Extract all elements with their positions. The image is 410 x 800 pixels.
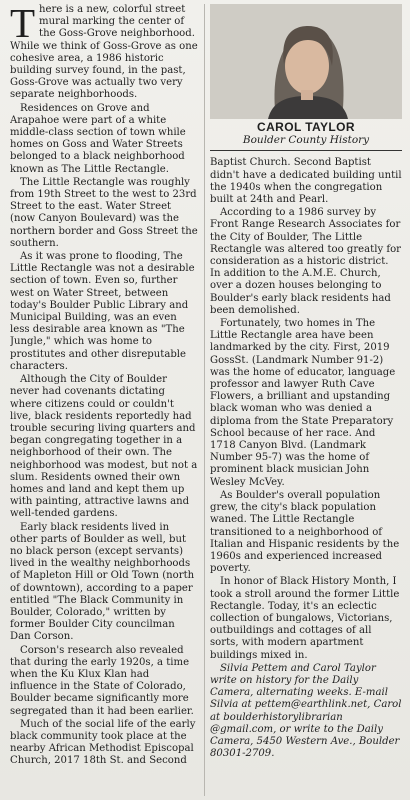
column-divider [204,4,205,796]
drop-cap: T [10,4,36,46]
byline-rule [210,150,402,151]
paragraph: Residences on Grove and Arapahoe were part of a white middle-class section of town while homes on Goss and Water Streets belonged to a black neighborhood known as The Little Rectangle. [10,102,186,175]
paragraph: Corson's research also revealed that during the early 1920s, a time when the Ku Klux Klan had influence in the State of Colorado, Boulder became significantly more segregated than it had been earlier. [10,644,194,717]
author-contact-note: Silvia Pettem and Carol Taylor write on history for the Daily Camera, alternating weeks. E-mail Silvia at pettem@earthlink.net, Carol at boulderhistorylibrarian @gmail.com, or write to the Daily Camera, 5450 Western Ave., Boulder 80301-2709. [210,662,402,760]
paragraph: Although the City of Boulder never had covenants dictating where citizens could or couldn't live, black residents reportedly had trouble securing living quarters and began congregating together in a neighborhood of their own. The neighborhood was modest, but not a slum. Residents owned their own homes and land and kept them up with painting, attractive lawns and well-tended gardens. [10,374,198,520]
byline [210,121,402,146]
opening-paragraph: There is a new, colorful street mural marking the center of the Goss-Grove neighborhood. While we think of Goss-Grove as one cohesive area, a 1986 historic building survey found, in the past, Goss-Grove was actually two very separate neighborhoods. [10,4,198,101]
author-photo [210,4,402,119]
author-portrait-image [210,4,402,119]
paragraph: Much of the social life of the early black community took place at the nearby African Methodist Episcopal Church, 2017 18th St. and Second [10,718,196,767]
paragraph: As it was prone to flooding, The Little Rectangle was not a desirable section of town. Even so, further west on Water Street, between today's Boulder Public Library and Municipal Building, was an even less desirable area known as "The Jungle," which was home to prostitutes and other disreputable characters. [10,251,195,372]
paragraph: Fortunately, two homes in The Little Rectangle area have been landmarked by the city. First, 2019 GossSt. (Landmark Number 91-2) was the home of educator, language professor and lawyer Ruth Cave Flowers, a brilliant and upstanding black woman who was denied a diploma from the State Preparatory School because of her race. And 1718 Canyon Blvd. (Landmark Number 95-7) was the home of prominent black musician John Wesley McVey. [210,318,396,488]
author-name: CAROL TAYLOR [257,120,355,134]
paragraph: As Boulder's overall population grew, the city's black population waned. The Little Rectangle transitioned to a neighborhood of Italian and Hispanic residents by the 1960s and experienced increased poverty. [210,489,400,575]
paragraph: Baptist Church. Second Baptist didn't have a dedicated building until the 1940s when the congregation built at 24th and Pearl. [210,157,402,206]
paragraph: The Little Rectangle was roughly from 19th Street to the west to 23rd Street to the east. Water Street (now Canyon Boulevard) was the northern border and Goss Street the southern. [10,176,198,249]
paragraph: Early black residents lived in other parts of Boulder as well, but no black person (except servants) lived in the wealthy neighborhoods of Mapleton Hill or Old Town (north of downtown), according to a paper entitled "The Black Community in Boulder, Colorado," written by former Boulder City councilman Dan Corson. [10,521,195,643]
right-column [210,4,402,798]
paragraph: In honor of Black History Month, I took a stroll around the former Little Rectangle. Today, it's an eclectic collection of bungalows, Victorians, outbuildings and cottages of all sorts, with modern apartment buildings mixed in. [210,576,400,661]
left-column [10,4,198,798]
author-title: Boulder County History [242,134,370,147]
paragraph: According to a 1986 survey by Front Range Research Associates for the City of Boulder, The Little Rectangle was altered too greatly for consideration as a historic district. In addition to the A.M.E. Church, over a dozen houses belonging to Boulder's early black residents had been demolished. [210,207,401,316]
